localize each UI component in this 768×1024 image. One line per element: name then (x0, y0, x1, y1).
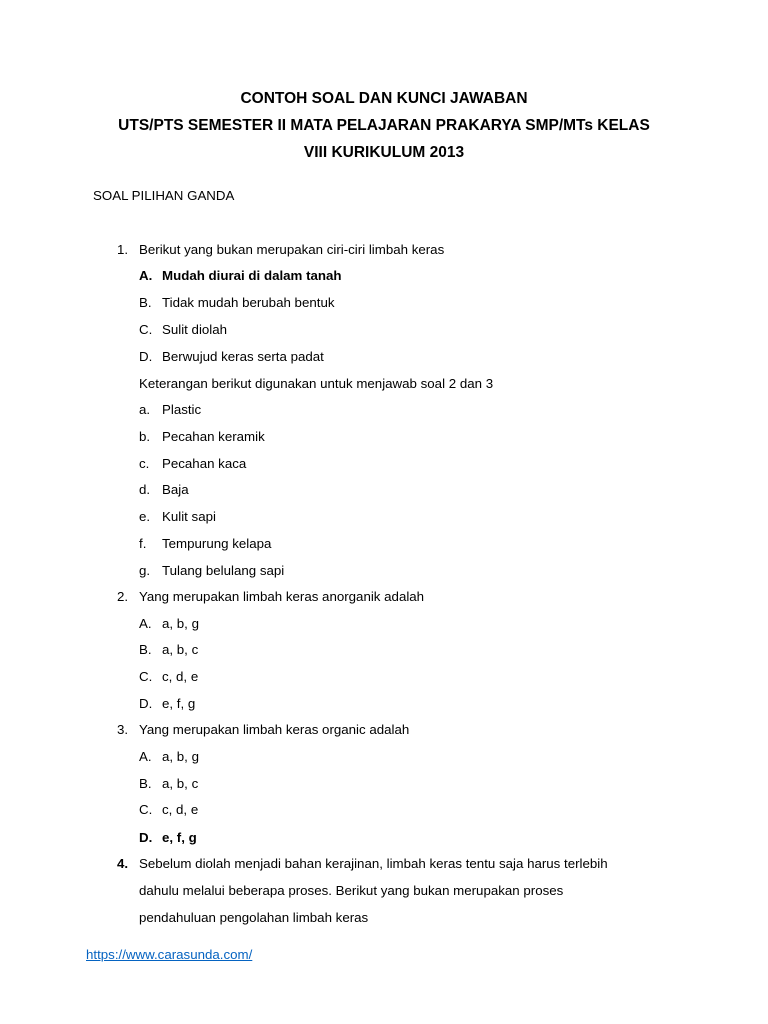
question-text-line (0, 882, 768, 900)
option-text: Sulit diolah (162, 322, 228, 337)
document-title (0, 85, 768, 166)
item-label: f. (139, 536, 147, 551)
option-label: C. (139, 669, 153, 684)
question-3 (0, 721, 768, 739)
question-number: 2. (117, 589, 129, 604)
question-2 (0, 588, 768, 606)
item-label: e. (139, 509, 151, 524)
question-text: pendahuluan pengolahan limbah keras (139, 910, 369, 925)
title-line-2: UTS/PTS SEMESTER II MATA PELAJARAN PRAKARYA SMP/MTs KELAS (118, 117, 650, 134)
question-text-line (0, 909, 768, 927)
option-row (0, 801, 768, 819)
option-row (0, 775, 768, 793)
item-label: d. (139, 482, 151, 497)
option-text: Tidak mudah berubah bentuk (162, 295, 335, 310)
title-line-1: CONTOH SOAL DAN KUNCI JAWABAN (240, 90, 528, 107)
question-text-line (0, 855, 768, 873)
option-label: C. (139, 802, 153, 817)
option-row (0, 615, 768, 633)
option-text: a, b, c (162, 776, 199, 791)
question-1 (0, 241, 768, 259)
question-text: dahulu melalui beberapa proses. Berikut yang bukan merupakan proses (139, 883, 564, 898)
reference-item (0, 455, 768, 473)
item-text: Pecahan kaca (162, 456, 247, 471)
question-text: Yang merupakan limbah keras organic adalah (139, 722, 410, 737)
item-text: Kulit sapi (162, 509, 216, 524)
option-text: e, f, g (162, 830, 197, 845)
reference-item (0, 401, 768, 419)
option-text: a, b, g (162, 616, 199, 631)
question-number: 3. (117, 722, 129, 737)
option-row (0, 321, 768, 339)
option-text: e, f, g (162, 696, 196, 711)
title-line-3: VIII KURIKULUM 2013 (303, 144, 465, 161)
option-label: A. (139, 749, 152, 764)
reference-item (0, 562, 768, 580)
option-label: D. (139, 696, 153, 711)
option-row (0, 641, 768, 659)
option-row (0, 267, 768, 285)
option-row (0, 695, 768, 713)
option-row (0, 668, 768, 686)
source-link[interactable]: https://www.carasunda.com/ (86, 947, 253, 962)
question-text: Sebelum diolah menjadi bahan kerajinan, limbah keras tentu saja harus terlebih (139, 856, 608, 871)
option-label: B. (139, 776, 152, 791)
reference-item (0, 428, 768, 446)
reference-item (0, 508, 768, 526)
option-label: D. (139, 830, 153, 845)
option-text: a, b, g (162, 749, 199, 764)
option-row (0, 748, 768, 766)
reference-note (0, 375, 768, 393)
item-label: g. (139, 563, 151, 578)
option-label: B. (139, 295, 152, 310)
option-text: Mudah diurai di dalam tanah (162, 268, 342, 283)
option-label: B. (139, 642, 152, 657)
item-text: Tulang belulang sapi (162, 563, 285, 578)
option-text: c, d, e (162, 669, 199, 684)
option-row (0, 829, 768, 847)
option-text: Berwujud keras serta padat (162, 349, 324, 364)
option-text: c, d, e (162, 802, 199, 817)
reference-item (0, 535, 768, 553)
option-row (0, 294, 768, 312)
option-label: A. (139, 268, 153, 283)
reference-item (0, 481, 768, 499)
section-heading: SOAL PILIHAN GANDA (93, 188, 235, 203)
option-label: A. (139, 616, 152, 631)
question-number: 1. (117, 242, 129, 257)
option-label: C. (139, 322, 153, 337)
item-label: a. (139, 402, 151, 417)
item-text: Baja (162, 482, 189, 497)
question-text: Berikut yang bukan merupakan ciri-ciri limbah keras (139, 242, 445, 257)
option-text: a, b, c (162, 642, 199, 657)
note-text: Keterangan berikut digunakan untuk menjawab soal 2 dan 3 (139, 376, 494, 391)
question-number: 4. (117, 856, 129, 871)
question-text: Yang merupakan limbah keras anorganik adalah (139, 589, 425, 604)
item-label: b. (139, 429, 151, 444)
item-text: Tempurung kelapa (162, 536, 272, 551)
option-label: D. (139, 349, 153, 364)
item-text: Plastic (162, 402, 202, 417)
item-label: c. (139, 456, 150, 471)
item-text: Pecahan keramik (162, 429, 265, 444)
option-row (0, 348, 768, 366)
